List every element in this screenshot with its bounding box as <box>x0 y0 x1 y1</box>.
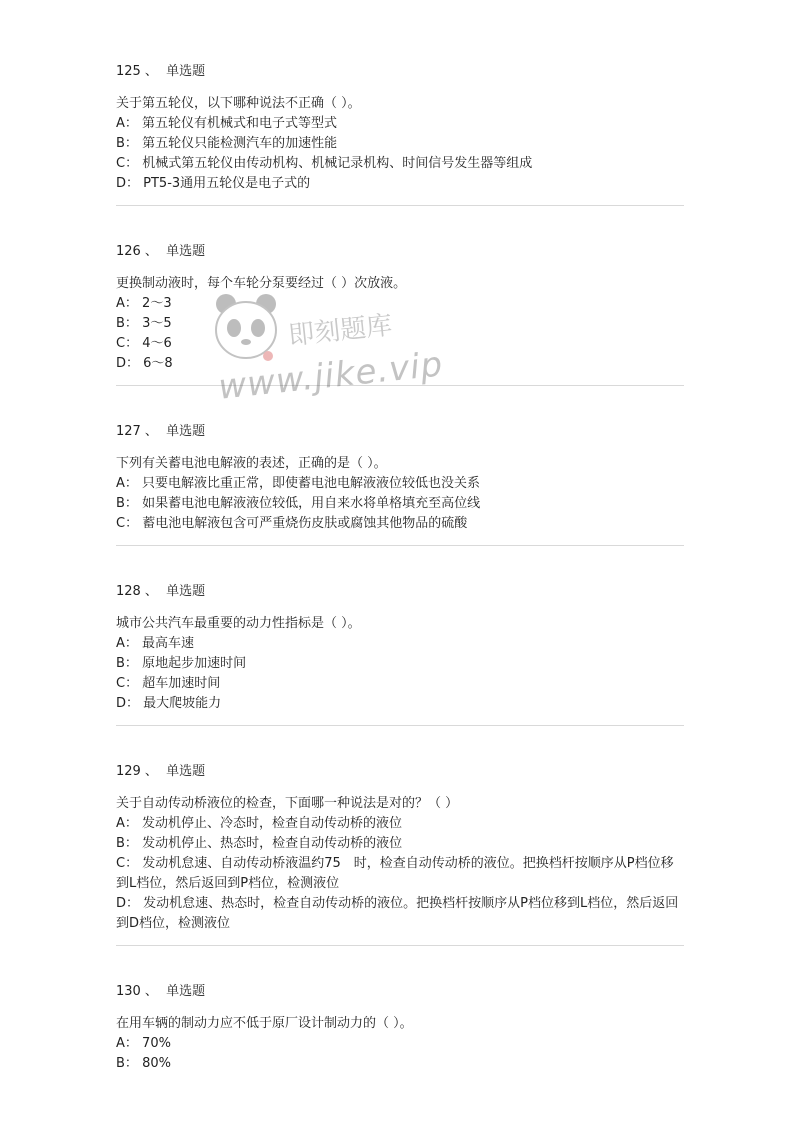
option-text: 发动机停止、冷态时，检查自动传动桥的液位 <box>142 816 403 831</box>
option-a <box>116 474 686 494</box>
question-130 <box>116 982 686 1074</box>
option-text: 70% <box>142 1036 171 1051</box>
watermark-url: www.jike.vip <box>216 344 445 408</box>
question-separator: 、 <box>144 984 158 999</box>
question-separator: 、 <box>144 584 158 599</box>
option-text: 发动机怠速、自动传动桥液温约75 时，检查自动传动桥的液位。把换档杆按顺序从P档位移到L档位，然后返回到P档位，检测液位 <box>116 856 674 891</box>
option-letter: B： <box>116 316 138 331</box>
option-c <box>116 854 686 894</box>
question-divider <box>116 205 684 206</box>
option-d <box>116 694 686 714</box>
option-letter: C： <box>116 856 139 871</box>
option-text: PT5-3通用五轮仪是电子式的 <box>143 176 311 191</box>
option-text: 第五轮仪有机械式和电子式等型式 <box>142 116 338 131</box>
option-d <box>116 354 686 374</box>
option-text: 最高车速 <box>142 636 195 651</box>
watermark-brand: 即刻题库 <box>286 310 394 352</box>
option-letter: A： <box>116 476 138 491</box>
option-letter: B： <box>116 836 138 851</box>
question-header <box>116 762 686 782</box>
question-header <box>116 422 686 442</box>
option-letter: D： <box>116 176 140 191</box>
option-text: 机械式第五轮仪由传动机构、机械记录机构、时间信号发生器等组成 <box>142 156 533 171</box>
option-text: 3～5 <box>142 316 172 331</box>
option-b <box>116 134 686 154</box>
option-letter: B： <box>116 1056 138 1071</box>
option-b <box>116 654 686 674</box>
option-a <box>116 634 686 654</box>
question-type: 单选题 <box>166 244 206 259</box>
option-letter: B： <box>116 496 138 511</box>
question-125 <box>116 62 686 194</box>
option-letter: D： <box>116 896 140 911</box>
question-divider <box>116 945 684 946</box>
option-text: 发动机怠速、热态时，检查自动传动桥的液位。把换档杆按顺序从P档位移到L档位，然后返回到D档位，检测液位 <box>116 896 679 931</box>
question-number: 128 <box>116 584 141 599</box>
option-d <box>116 894 686 934</box>
option-a <box>116 1034 686 1054</box>
option-c <box>116 514 686 534</box>
option-letter: C： <box>116 676 139 691</box>
option-text: 80% <box>142 1056 171 1071</box>
option-c <box>116 674 686 694</box>
question-header <box>116 62 686 82</box>
option-letter: D： <box>116 696 140 711</box>
option-text: 超车加速时间 <box>142 676 221 691</box>
option-text: 2～3 <box>142 296 172 311</box>
question-stem: 更换制动液时，每个车轮分泵要经过（ ）次放液。 <box>116 276 407 291</box>
option-a <box>116 294 686 314</box>
question-128 <box>116 582 686 714</box>
question-number: 126 <box>116 244 141 259</box>
option-letter: A： <box>116 636 138 651</box>
question-type: 单选题 <box>166 984 206 999</box>
option-text: 蓄电池电解液包含可严重烧伤皮肤或腐蚀其他物品的硫酸 <box>142 516 468 531</box>
option-letter: A： <box>116 116 138 131</box>
question-header <box>116 582 686 602</box>
question-type: 单选题 <box>166 584 206 599</box>
question-header <box>116 242 686 262</box>
option-letter: A： <box>116 816 138 831</box>
option-b <box>116 1054 686 1074</box>
option-text: 最大爬坡能力 <box>143 696 222 711</box>
question-divider <box>116 725 684 726</box>
option-text: 如果蓄电池电解液液位较低，用自来水将单格填充至高位线 <box>142 496 481 511</box>
option-text: 原地起步加速时间 <box>142 656 247 671</box>
option-a <box>116 814 686 834</box>
question-divider <box>116 385 684 386</box>
question-separator: 、 <box>144 424 158 439</box>
question-header <box>116 982 686 1002</box>
option-d <box>116 174 686 194</box>
question-stem: 城市公共汽车最重要的动力性指标是（ ）。 <box>116 616 361 631</box>
option-text: 发动机停止、热态时，检查自动传动桥的液位 <box>142 836 403 851</box>
question-number: 127 <box>116 424 141 439</box>
option-c <box>116 334 686 354</box>
option-b <box>116 494 686 514</box>
option-text: 6～8 <box>143 356 173 371</box>
question-number: 130 <box>116 984 141 999</box>
option-text: 4～6 <box>142 336 172 351</box>
question-127 <box>116 422 686 534</box>
question-type: 单选题 <box>166 424 206 439</box>
option-text: 只要电解液比重正常，即使蓄电池电解液液位较低也没关系 <box>142 476 481 491</box>
option-letter: C： <box>116 336 139 351</box>
question-divider <box>116 545 684 546</box>
question-number: 125 <box>116 64 141 79</box>
question-stem: 下列有关蓄电池电解液的表述，正确的是（ ）。 <box>116 456 387 471</box>
question-separator: 、 <box>144 764 158 779</box>
option-letter: B： <box>116 136 138 151</box>
option-letter: A： <box>116 296 138 311</box>
option-text: 第五轮仪只能检测汽车的加速性能 <box>142 136 338 151</box>
option-b <box>116 314 686 334</box>
option-letter: B： <box>116 656 138 671</box>
question-stem: 关于第五轮仪，以下哪种说法不正确（ ）。 <box>116 96 361 111</box>
question-type: 单选题 <box>166 64 206 79</box>
option-a <box>116 114 686 134</box>
question-stem: 关于自动传动桥液位的检查，下面哪一种说法是对的？（ ） <box>116 796 459 811</box>
question-type: 单选题 <box>166 764 206 779</box>
option-letter: C： <box>116 156 139 171</box>
question-separator: 、 <box>144 64 158 79</box>
question-separator: 、 <box>144 244 158 259</box>
question-129 <box>116 762 686 934</box>
question-126 <box>116 242 686 374</box>
option-letter: A： <box>116 1036 138 1051</box>
question-stem: 在用车辆的制动力应不低于原厂设计制动力的（ ）。 <box>116 1016 413 1031</box>
option-letter: C： <box>116 516 139 531</box>
option-c <box>116 154 686 174</box>
option-letter: D： <box>116 356 140 371</box>
question-number: 129 <box>116 764 141 779</box>
option-b <box>116 834 686 854</box>
